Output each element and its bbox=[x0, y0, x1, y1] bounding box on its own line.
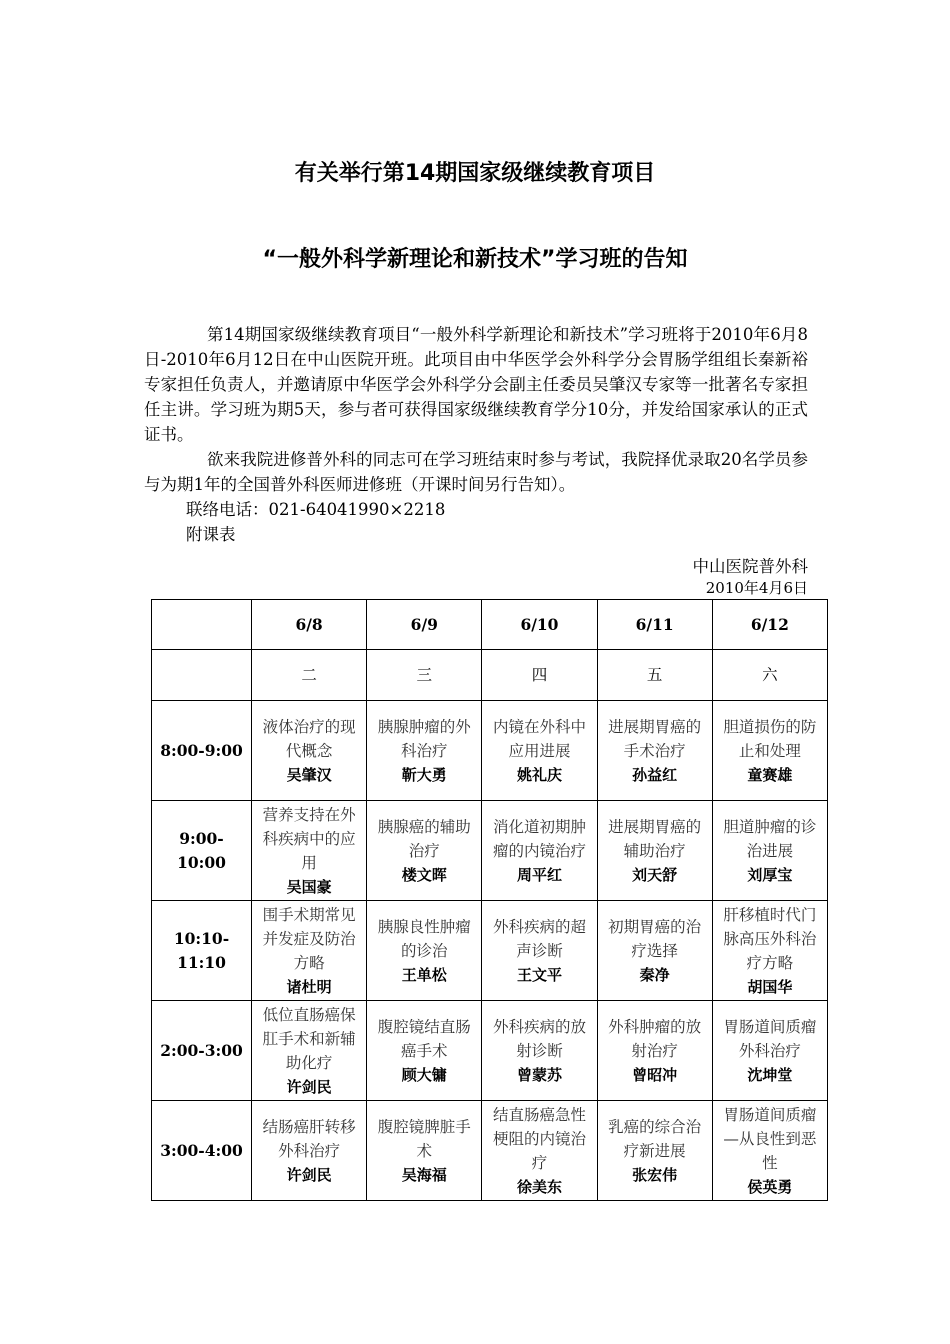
weekday-cell: 三 bbox=[367, 650, 482, 701]
lecture-cell bbox=[367, 801, 482, 901]
lecture-topic: 腹腔镜脾脏手术 bbox=[377, 1117, 471, 1160]
lecture-cell bbox=[597, 801, 712, 901]
corner-cell bbox=[152, 650, 252, 701]
lecture-topic: 胃肠道间质瘤—从良性到恶性 bbox=[723, 1105, 817, 1172]
lecture-speaker: 曾蒙苏 bbox=[516, 1065, 562, 1084]
lecture-speaker: 许剑民 bbox=[286, 1165, 332, 1184]
contact-phone: 联络电话：021-64041990×2218 bbox=[186, 500, 446, 519]
lecture-speaker: 秦净 bbox=[639, 965, 670, 984]
lecture-topic: 内镜在外科中应用进展 bbox=[492, 717, 586, 760]
lecture-speaker: 靳大勇 bbox=[401, 765, 447, 784]
lecture-topic: 胰腺癌的辅助治疗 bbox=[377, 817, 471, 860]
paragraph-enrollment: 欲来我院进修普外科的同志可在学习班结束时参与考试，我院择优录取20名学员参与为期1年的全国普外科医师进修班（开课时间另行告知）。 bbox=[144, 450, 808, 494]
lecture-speaker: 胡国华 bbox=[747, 977, 793, 996]
lecture-speaker: 吴海福 bbox=[401, 1165, 447, 1184]
lecture-speaker: 孙益红 bbox=[632, 765, 678, 784]
signature-department: 中山医院普外科 bbox=[692, 557, 808, 576]
time-slot: 10:10-11:10 bbox=[152, 901, 252, 1001]
lecture-topic: 低位直肠癌保肛手术和新辅助化疗 bbox=[262, 1005, 356, 1072]
weekday-cell: 二 bbox=[252, 650, 367, 701]
weekday-header-row bbox=[152, 650, 828, 701]
lecture-speaker: 吴国豪 bbox=[286, 877, 332, 896]
lecture-topic: 营养支持在外科疾病中的应用 bbox=[262, 805, 356, 872]
lecture-topic: 液体治疗的现代概念 bbox=[262, 717, 356, 760]
weekday-cell: 六 bbox=[712, 650, 827, 701]
lecture-cell bbox=[482, 701, 597, 801]
weekday-cell: 四 bbox=[482, 650, 597, 701]
lecture-cell bbox=[712, 801, 827, 901]
lecture-cell bbox=[712, 1101, 827, 1201]
lecture-topic: 胆道肿瘤的诊治进展 bbox=[723, 817, 817, 860]
lecture-speaker: 王单松 bbox=[401, 965, 447, 984]
lecture-speaker: 侯英勇 bbox=[747, 1177, 793, 1196]
lecture-topic: 进展期胃癌的手术治疗 bbox=[608, 717, 702, 760]
lecture-cell bbox=[367, 901, 482, 1001]
lecture-topic: 外科肿瘤的放射治疗 bbox=[608, 1017, 702, 1060]
lecture-cell bbox=[252, 801, 367, 901]
date-cell: 6/10 bbox=[482, 600, 597, 650]
lecture-cell bbox=[712, 701, 827, 801]
lecture-topic: 胃肠道间质瘤外科治疗 bbox=[723, 1017, 817, 1060]
lecture-topic: 结肠癌肝转移外科治疗 bbox=[262, 1117, 356, 1160]
date-cell: 6/8 bbox=[252, 600, 367, 650]
lecture-topic: 腹腔镜结直肠癌手术 bbox=[377, 1017, 471, 1060]
paragraph-intro: 第14期国家级继续教育项目“一般外科学新理论和新技术”学习班将于2010年6月8日-2010年6月12日在中山医院开班。此项目由中华医学会外科学分会胃肠学组组长秦新裕专家担任负责人，并邀请原中华医学会外科学分会副主任委员吴肇汉专家等一批著名专家担任主讲。学习班为期5天，参与者可获得国家级继续教育学分10分，并发给国家承认的正式证书。 bbox=[144, 325, 808, 444]
corner-cell bbox=[152, 600, 252, 650]
time-slot: 8:00-9:00 bbox=[152, 701, 252, 801]
lecture-speaker: 沈坤堂 bbox=[747, 1065, 793, 1084]
lecture-speaker: 姚礼庆 bbox=[516, 765, 562, 784]
lecture-cell bbox=[252, 901, 367, 1001]
time-slot: 9:00-10:00 bbox=[152, 801, 252, 901]
lecture-topic: 围手术期常见并发症及防治方略 bbox=[262, 905, 356, 972]
lecture-cell bbox=[252, 701, 367, 801]
weekday-cell: 五 bbox=[597, 650, 712, 701]
lecture-cell bbox=[712, 901, 827, 1001]
lecture-speaker: 刘厚宝 bbox=[747, 865, 793, 884]
lecture-cell bbox=[367, 701, 482, 801]
table-row bbox=[152, 901, 828, 1001]
lecture-topic: 肝移植时代门脉高压外科治疗方略 bbox=[723, 905, 817, 972]
lecture-speaker: 曾昭冲 bbox=[632, 1065, 678, 1084]
table-row bbox=[152, 801, 828, 901]
table-row bbox=[152, 701, 828, 801]
lecture-speaker: 童赛雄 bbox=[747, 765, 793, 784]
lecture-topic: 外科疾病的放射诊断 bbox=[492, 1017, 586, 1060]
lecture-speaker: 许剑民 bbox=[286, 1077, 332, 1096]
signature-date: 2010年4月6日 bbox=[705, 579, 808, 597]
time-slot: 2:00-3:00 bbox=[152, 1001, 252, 1101]
lecture-cell bbox=[367, 1001, 482, 1101]
lecture-topic: 结直肠癌急性梗阻的内镜治疗 bbox=[492, 1105, 586, 1172]
lecture-topic: 胰腺良性肿瘤的诊治 bbox=[377, 917, 471, 960]
attachment-label: 附课表 bbox=[186, 525, 236, 544]
lecture-speaker: 周平红 bbox=[516, 865, 562, 884]
time-slot: 3:00-4:00 bbox=[152, 1101, 252, 1201]
lecture-cell bbox=[482, 1001, 597, 1101]
lecture-cell bbox=[597, 701, 712, 801]
date-header-row bbox=[152, 600, 828, 650]
table-row bbox=[152, 1001, 828, 1101]
lecture-cell bbox=[597, 901, 712, 1001]
lecture-cell bbox=[597, 1001, 712, 1101]
lecture-cell bbox=[252, 1101, 367, 1201]
lecture-speaker: 顾大镛 bbox=[401, 1065, 447, 1084]
lecture-cell bbox=[482, 1101, 597, 1201]
page-subtitle: “一般外科学新理论和新技术”学习班的告知 bbox=[262, 247, 688, 272]
lecture-topic: 胰腺肿瘤的外科治疗 bbox=[377, 717, 471, 760]
lecture-speaker: 徐美东 bbox=[516, 1177, 562, 1196]
lecture-speaker: 诸杜明 bbox=[286, 977, 332, 996]
lecture-topic: 外科疾病的超声诊断 bbox=[492, 917, 586, 960]
notice-body bbox=[144, 322, 808, 547]
lecture-cell bbox=[597, 1101, 712, 1201]
lecture-cell bbox=[367, 1101, 482, 1201]
lecture-speaker: 王文平 bbox=[516, 965, 562, 984]
lecture-cell bbox=[482, 901, 597, 1001]
lecture-cell bbox=[712, 1001, 827, 1101]
lecture-speaker: 楼文晖 bbox=[401, 865, 447, 884]
table-row bbox=[152, 1101, 828, 1201]
lecture-topic: 进展期胃癌的辅助治疗 bbox=[608, 817, 702, 860]
lecture-topic: 乳癌的综合治疗新进展 bbox=[608, 1117, 702, 1160]
lecture-topic: 消化道初期肿瘤的内镜治疗 bbox=[492, 817, 586, 860]
lecture-speaker: 刘天舒 bbox=[632, 865, 678, 884]
lecture-cell bbox=[252, 1001, 367, 1101]
lecture-speaker: 吴肇汉 bbox=[286, 765, 332, 784]
lecture-topic: 初期胃癌的治疗选择 bbox=[608, 917, 702, 960]
date-cell: 6/9 bbox=[367, 600, 482, 650]
lecture-cell bbox=[482, 801, 597, 901]
date-cell: 6/11 bbox=[597, 600, 712, 650]
page-title: 有关举行第14期国家级继续教育项目 bbox=[294, 161, 656, 186]
lecture-speaker: 张宏伟 bbox=[632, 1165, 678, 1184]
date-cell: 6/12 bbox=[712, 600, 827, 650]
lecture-topic: 胆道损伤的防止和处理 bbox=[723, 717, 817, 760]
course-schedule-table bbox=[151, 599, 828, 1201]
